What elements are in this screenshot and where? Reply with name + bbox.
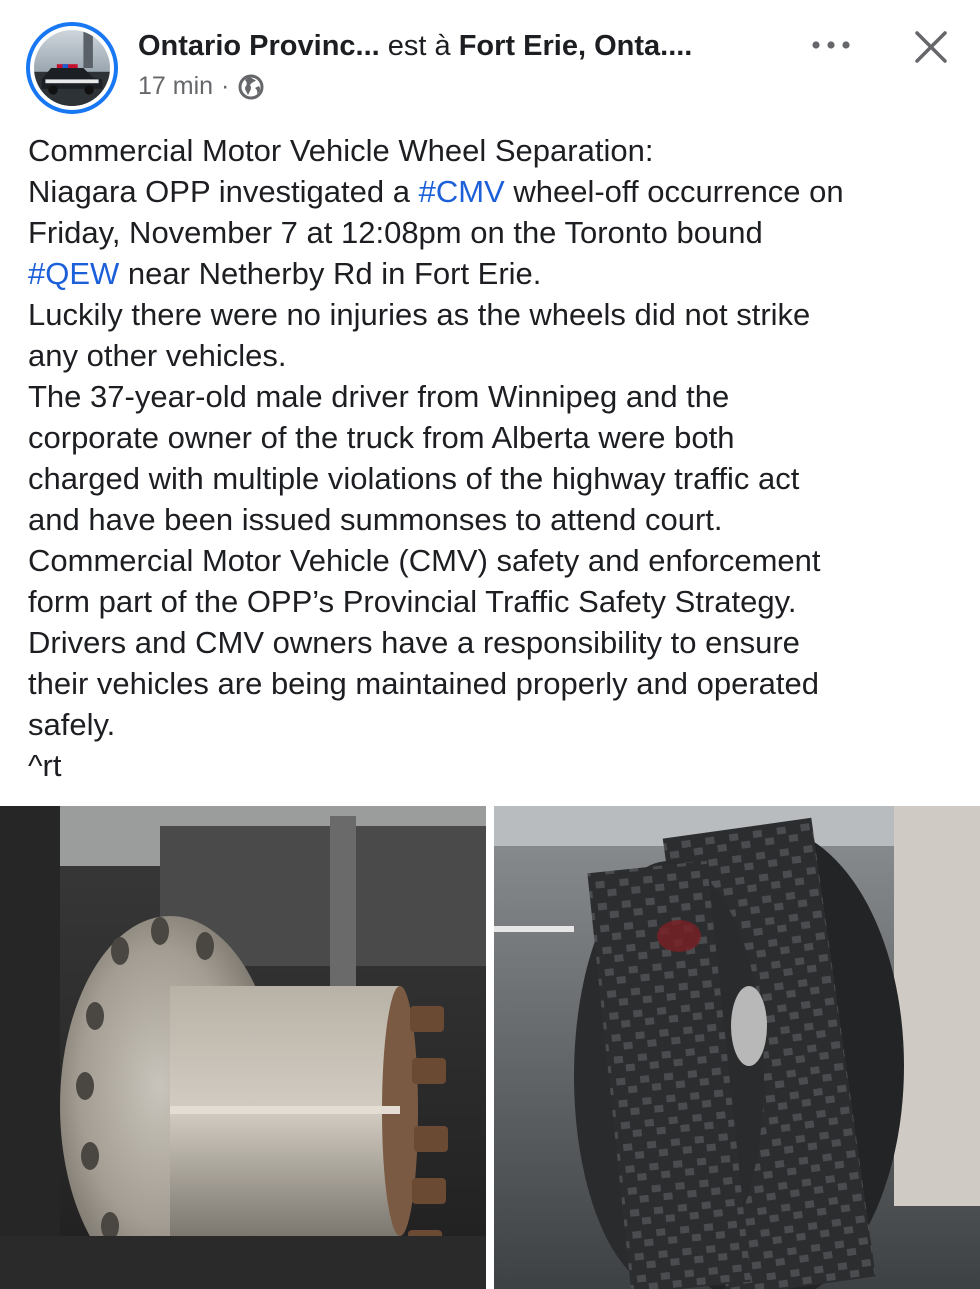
post-text-line: safely. (28, 707, 116, 742)
close-button[interactable] (906, 22, 956, 72)
post-text-line: ^rt (28, 748, 62, 783)
police-car-icon (34, 30, 110, 106)
post-text-line: their vehicles are being maintained properly and operated (28, 666, 819, 701)
post-text-line (28, 171, 968, 212)
author-name[interactable]: Ontario Provinc... (138, 30, 380, 62)
photo-tires[interactable] (494, 806, 980, 1289)
post-text-line: The 37-year-old male driver from Winnipeg and the (28, 379, 730, 414)
post-title (138, 28, 798, 64)
close-icon (906, 22, 956, 72)
location-name[interactable]: Fort Erie, Onta.... (458, 30, 693, 62)
post-text-line: Friday, November 7 at 12:08pm on the Toronto bound (28, 215, 763, 250)
post-text-line: Commercial Motor Vehicle Wheel Separation: (28, 133, 654, 168)
hashtag-link[interactable]: #CMV (418, 174, 505, 209)
text-segment: near Netherby Rd in Fort Erie. (119, 256, 542, 291)
post-text-line: and have been issued summonses to attend court. (28, 502, 723, 537)
avatar-image (34, 30, 110, 106)
globe-icon (237, 73, 265, 101)
post-text-line: charged with multiple violations of the highway traffic act (28, 461, 800, 496)
hashtag-link[interactable]: #QEW (28, 256, 120, 291)
post-text-line: Commercial Motor Vehicle (CMV) safety and enforcement (28, 543, 821, 578)
post-text-line: form part of the OPP’s Provincial Traffic Safety Strategy. (28, 584, 797, 619)
title-connector: est à (379, 30, 459, 62)
more-options-button[interactable] (806, 30, 856, 60)
post-meta (138, 72, 265, 101)
post-text-line: any other vehicles. (28, 338, 287, 373)
more-horizontal-icon (811, 40, 851, 50)
post-text-line: Drivers and CMV owners have a responsibility to ensure (28, 625, 800, 660)
text-segment: wheel-off occurrence on (504, 174, 844, 209)
post-header (0, 0, 980, 120)
post-text-line (28, 253, 968, 294)
post-text-line: corporate owner of the truck from Alberta were both (28, 420, 735, 455)
post-text-line: Luckily there were no injuries as the wheels did not strike (28, 297, 811, 332)
photo-wheel-hub[interactable] (0, 806, 486, 1289)
avatar[interactable] (26, 22, 118, 114)
meta-separator: · (221, 72, 230, 100)
timestamp[interactable]: 17 min (138, 72, 214, 100)
post-body (28, 130, 968, 786)
text-segment: Niagara OPP investigated a (28, 174, 419, 209)
